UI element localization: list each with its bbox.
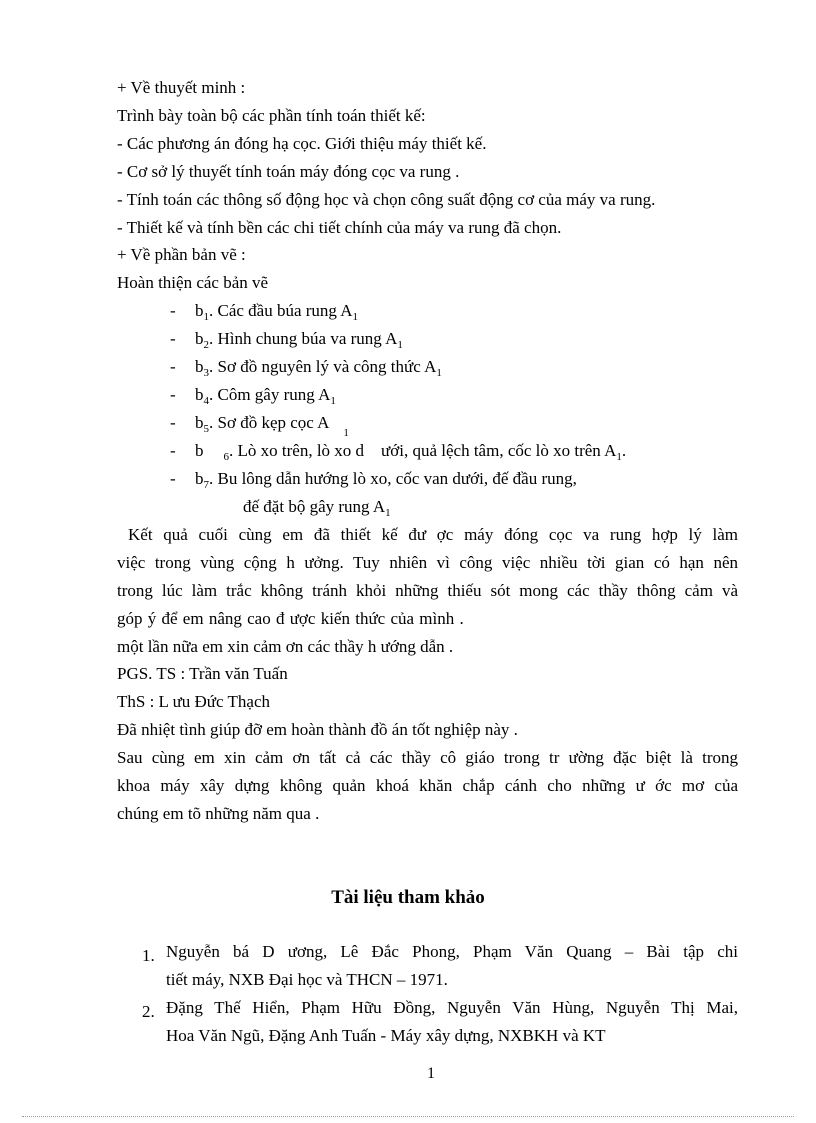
body-line: - Cơ sở lý thuyết tính toán máy đóng cọc va rung . [117, 162, 460, 181]
item-letter: b [195, 413, 204, 432]
item-subscript: 1 [385, 507, 391, 519]
section-heading-drawings: + Về phần bản vẽ : [117, 245, 246, 264]
item-subscript: 7 [203, 479, 209, 491]
paragraph-line: góp ý để em nâng cao đ ược kiến thức của mình . [117, 609, 464, 628]
list-item [195, 413, 349, 443]
item-subscript: 1 [397, 339, 403, 351]
reference-number: 1. [142, 946, 155, 965]
item-subscript: 1 [343, 427, 349, 439]
reference-line: Đặng Thế Hiển, Phạm Hữu Đồng, Nguyễn Văn Hùng, Nguyễn Thị Mai, [166, 998, 738, 1017]
body-line: Hoàn thiện các bản vẽ [117, 273, 269, 292]
advisor-line: PGS. TS : Trần văn Tuấn [117, 664, 288, 683]
item-subscript: 5 [203, 423, 209, 435]
list-item [195, 469, 577, 495]
item-subscript: 3 [203, 367, 209, 379]
section-heading-explanation: + Về thuyết minh : [117, 78, 246, 97]
reference-number: 2. [142, 1002, 155, 1021]
body-line: Trình bày toàn bộ các phần tính toán thiết kế: [117, 106, 426, 125]
advisor-line: ThS : L ưu Đức Thạch [117, 692, 270, 711]
item-subscript: 1 [436, 367, 442, 379]
item-text: . Sơ đồ kẹp cọc A [209, 413, 330, 432]
list-bullet: - [170, 357, 176, 376]
references-title: Tài liệu tham khảo [331, 887, 485, 908]
list-item [195, 385, 336, 411]
list-item [195, 441, 626, 467]
paragraph-line: một lần nữa em xin cảm ơn các thầy h ướng dẫn . [117, 637, 454, 656]
reference-line: Hoa Văn Ngũ, Đặng Anh Tuấn - Máy xây dựng, NXBKH và KT [166, 1026, 606, 1045]
item-subscript: 4 [203, 395, 209, 407]
item-letter: b [195, 301, 204, 320]
list-bullet: - [170, 385, 176, 404]
list-item [195, 357, 442, 383]
item-letter: b [195, 441, 204, 460]
paragraph-line: chúng em tõ những năm qua . [117, 804, 320, 823]
item-subscript: 2 [203, 339, 209, 351]
item-subscript: 1 [352, 311, 359, 323]
list-bullet: - [170, 329, 176, 348]
item-letter: b [195, 469, 204, 488]
paragraph-line: Sau cùng em xin cảm ơn tất cả các thầy cô giáo trong tr ường đặc biệt là trong [117, 748, 738, 767]
item-letter: b [195, 385, 204, 404]
paragraph-line: Kết quả cuối cùng em đã thiết kế đư ợc máy đóng cọc va rung hợp lý làm [128, 525, 738, 544]
list-item [195, 329, 403, 355]
item-letter: b [195, 329, 204, 348]
item-text: . Bu lông dẫn hướng lò xo, cốc van dưới, đế đầu rung, [209, 469, 577, 488]
item-text: . Lò xo trên, lò xo d ưới, quả lệch tâm, cốc lò xo trên A [229, 441, 617, 460]
item-subscript: 1 [203, 311, 209, 323]
reference-line: Nguyễn bá D ương, Lê Đắc Phong, Phạm Văn Quang – Bài tập chi [166, 942, 738, 961]
item-text: . Côm gây rung A [209, 385, 331, 404]
item-subscript: 1 [616, 451, 622, 463]
page-number: 1 [427, 1065, 435, 1082]
list-bullet: - [170, 301, 176, 320]
item-text: . Hình chung búa va rung A [209, 329, 398, 348]
list-bullet: - [170, 469, 176, 488]
list-item [195, 301, 358, 327]
list-bullet: - [170, 441, 176, 460]
reference-line: tiết máy, NXB Đại học và THCN – 1971. [166, 970, 448, 989]
item-text: đế đặt bộ gây rung A [243, 497, 386, 516]
item-text: . Sơ đồ nguyên lý và công thức A [209, 357, 437, 376]
paragraph-line: khoa máy xây dựng không quản khoá khăn chắp cánh cho những ư ớc mơ của [117, 776, 738, 795]
item-subscript: 6 [223, 451, 229, 463]
list-bullet: - [170, 413, 176, 432]
body-line: - Các phương án đóng hạ cọc. Giới thiệu máy thiết kế. [117, 134, 487, 153]
body-line: - Tính toán các thông số động học và chọn công suất động cơ của máy va rung. [117, 190, 656, 209]
item-subscript: 1 [330, 395, 336, 407]
paragraph-line: trong lúc làm trắc không tránh khỏi những thiếu sót mong các thầy thông cảm và [117, 581, 738, 600]
item-text: . Các đầu búa rung A [209, 301, 353, 320]
page-bottom-rule [22, 1116, 794, 1117]
body-line: - Thiết kế và tính bền các chi tiết chính của máy va rung đã chọn. [117, 218, 562, 237]
list-item-continuation [243, 497, 391, 523]
item-tail: . [621, 441, 627, 460]
item-letter: b [195, 357, 204, 376]
paragraph-line: việc trong vùng cộng h ưởng. Tuy nhiên vì công việc nhiều tời gian có hạn nên [117, 553, 738, 572]
paragraph-line: Đã nhiệt tình giúp đỡ em hoàn thành đồ án tốt nghiệp này . [117, 720, 518, 739]
